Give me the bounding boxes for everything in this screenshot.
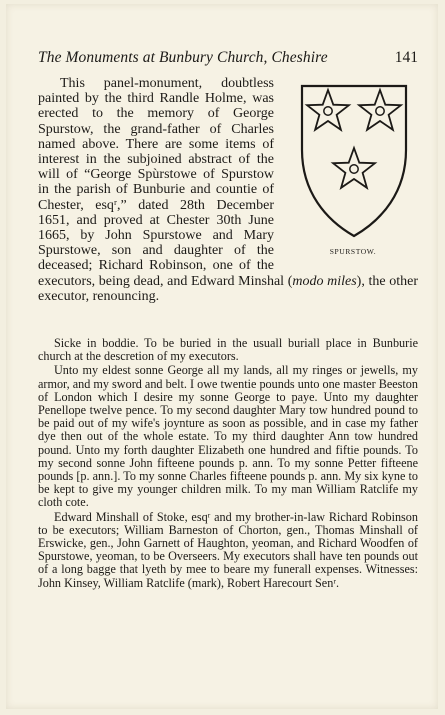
- will-paragraph-2: Unto my eldest sonne George all my lands, all my ringes or jewells, my armor, and my sword and belt. I owe twentie pounds unto one master Beeston of London which I desire my sonne George to paye. Unto my daughter Penellope twelve pence. To my second daughter Mary tow hundred pound to be paid out of my wife's joynture as soon as possible, and in case my father dye then out of the whole estate. To my third daughter Ann tow hundred pound. Unto my forth daughter Elizabeth one hundred and fiftie pounds. To my second sonne John fifteene pounds p. ann. To my sonne Petter fifteene pounds [p. ann.]. To my sonne Charles fifteene pounds p. ann. My six kyne to be kept to give my younger children milk. To my man William Ratclife my cloth cote.: [38, 363, 418, 510]
- will-paragraph-1: Sicke in boddie. To be buried in the usuall buriall place in Bunburie church at the descretion of my executors.: [38, 336, 418, 364]
- figure-caption: SPURSTOW.: [329, 247, 377, 256]
- intro-text: This panel-monument, doubtless painted by the third Randle Holme, was erected to the memory of George Spurstow, the grand-father of Charles named above. There are some items of interest in the subjoined abstract of the will of “George Spùrstowe of Spurstow in the parish of Bunburie and countie of Chester, esqʳ,” dated 28th December 1651, and proved at Chester 30th June 1665, by John Spurstowe and Mary Spurstowe, son and daughter of the deceased; Richard Robinson, one of the executors, being dead, and Edward Minshal (: [38, 76, 293, 289]
- page-number: 141: [394, 49, 418, 66]
- shield-three-stars-icon: [298, 80, 410, 240]
- will-paragraph-3: Edward Minshall of Stoke, esqʳ and my brother-in-law Richard Robinson to be executors; William Barneston of Chorton, gen., Thomas Minshall of Erswicke, gen., John Garnett of Haughton, yeoman, and Richard Woodfen of Spurstowe, yeoman, to be Overseers. My executors shall have ten pounds out of a long bagge that lyeth by mee to beare my funerall expenses. Witnesses: John Kinsey, William Ratclife (mark), Robert Harecourt Senʳ.: [38, 509, 418, 590]
- book-page: [6, 4, 438, 709]
- intro-section: [38, 76, 418, 304]
- page-header: [38, 49, 418, 69]
- intro-text-end: ), the other executor, renouncing.: [38, 273, 418, 304]
- spurstow-arms-figure: [288, 78, 418, 264]
- modo-miles-text: modo miles: [292, 273, 357, 289]
- running-title: The Monuments at Bunbury Church, Cheshire: [38, 49, 328, 66]
- will-abstract: [38, 337, 418, 591]
